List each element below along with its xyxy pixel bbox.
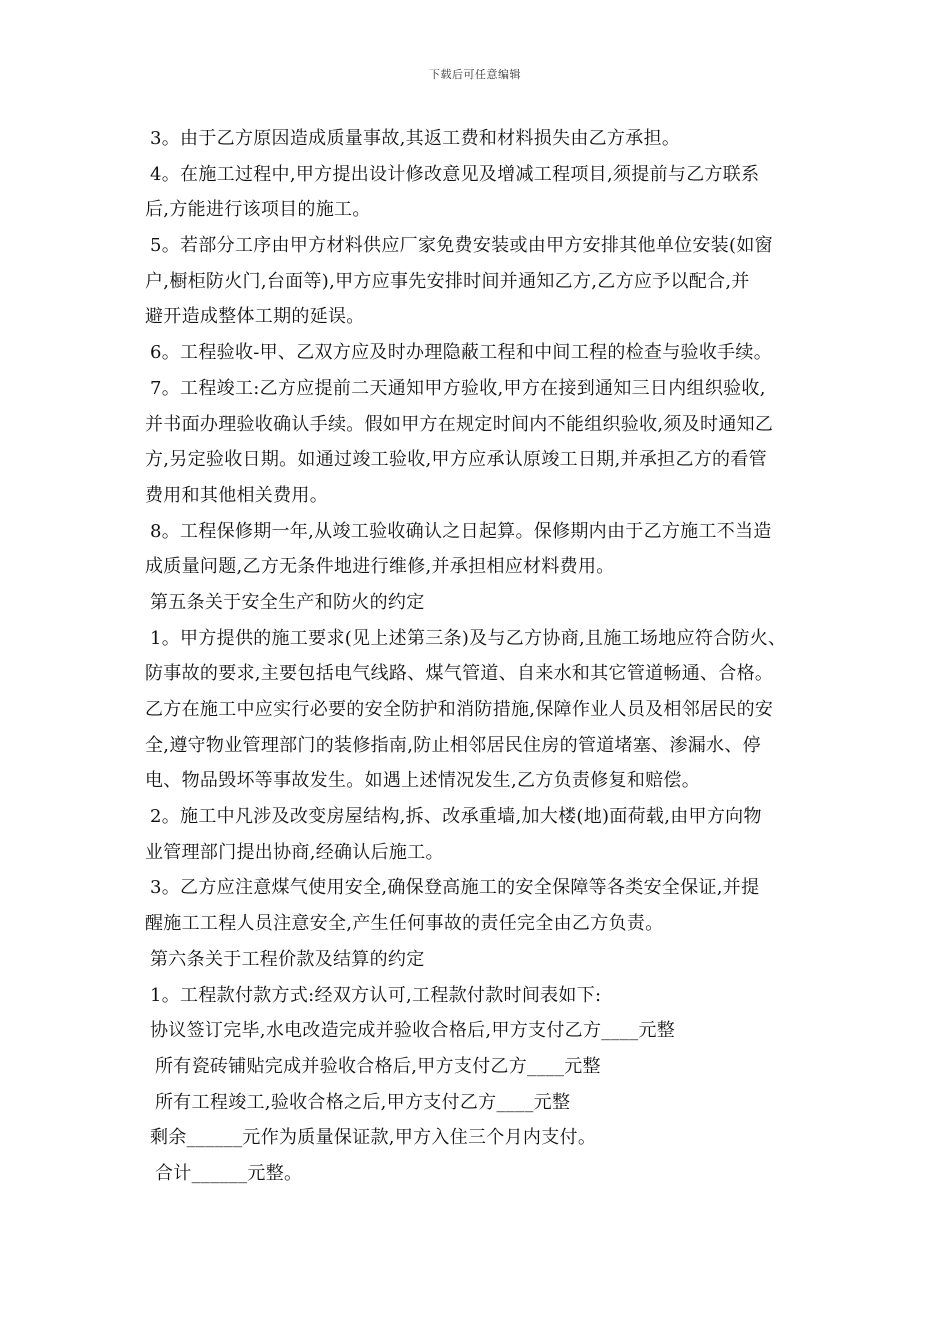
text-line: 8。工程保修期一年,从竣工验收确认之日起算。保修期内由于乙方施工不当造 — [150, 520, 772, 542]
text-line: 避开造成整体工期的延误。 — [145, 306, 365, 328]
document-body — [145, 121, 825, 1192]
text-line: 3。由于乙方原因造成质量事故,其返工费和材料损失由乙方承担。 — [150, 128, 681, 149]
text-line: 5。若部分工序由甲方材料供应厂家免费安装或由甲方安排其他单位安装(如窗 — [150, 235, 773, 257]
text-line: 业管理部门提出协商,经确认后施工。 — [145, 841, 444, 863]
section-heading: 第六条关于工程价款及结算的约定 — [150, 948, 425, 970]
text-line: 成质量问题,乙方无条件地进行维修,并承担相应材料费用。 — [145, 556, 615, 578]
text-line: 7。工程竣工:乙方应提前二天通知甲方验收,甲方在接到通知三日内组织验收, — [150, 377, 766, 399]
text-line: 并书面办理验收确认手续。假如甲方在规定时间内不能组织验收,须及时通知乙 — [145, 413, 774, 435]
text-line: 1。甲方提供的施工要求(见上述第三条)及与乙方协商,且施工场地应符合防火、 — [150, 627, 787, 649]
text-line: 醒施工工程人员注意安全,产生任何事故的责任完全由乙方负责。 — [145, 913, 664, 935]
text-line: 1。工程款付款方式:经双方认可,工程款付款时间表如下: — [150, 984, 602, 1006]
text-line: 防事故的要求,主要包括电气线路、煤气管道、自来水和其它管道畅通、合格。 — [145, 663, 774, 685]
text-line: 后,方能进行该项目的施工。 — [145, 199, 371, 221]
text-line: 4。在施工过程中,甲方提出设计修改意见及增减工程项目,须提前与乙方联系 — [150, 163, 760, 185]
payment-line: 剩余______元作为质量保证款,甲方入住三个月内支付。 — [150, 1127, 597, 1149]
text-line: 户,橱柜防火门,台面等),甲方应事先安排时间并通知乙方,乙方应予以配合,并 — [145, 270, 750, 292]
payment-line: 所有工程竣工,验收合格之后,甲方支付乙方____元整 — [155, 1091, 571, 1113]
text-line: 电、物品毁坏等事故发生。如遇上述情况发生,乙方负责修复和赔偿。 — [145, 770, 701, 792]
payment-line: 协议签订完毕,水电改造完成并验收合格后,甲方支付乙方____元整 — [150, 1020, 676, 1042]
text-line: 2。施工中凡涉及改变房屋结构,拆、改承重墙,加大楼(地)面荷载,由甲方向物 — [150, 806, 762, 828]
text-line: 3。乙方应注意煤气使用安全,确保登高施工的安全保障等各类安全保证,并提 — [150, 877, 760, 899]
text-line: 6。工程验收-甲、乙双方应及时办理隐蔽工程和中间工程的检查与验收手续。 — [150, 342, 773, 364]
payment-total-line: 合计______元整。 — [155, 1162, 303, 1184]
text-line: 全,遵守物业管理部门的装修指南,防止相邻居民住房的管道堵塞、渗漏水、停 — [145, 734, 761, 756]
text-line: 乙方在施工中应实行必要的安全防护和消防措施,保障作业人员及相邻居民的安 — [145, 699, 774, 720]
text-line: 方,另定验收日期。如通过竣工验收,甲方应承认原竣工日期,并承担乙方的看管 — [145, 449, 767, 471]
text-line: 费用和其他相关费用。 — [145, 484, 328, 506]
payment-line: 所有瓷砖铺贴完成并验收合格后,甲方支付乙方____元整 — [155, 1055, 601, 1077]
page-header: 下载后可任意编辑 — [429, 68, 521, 81]
section-heading: 第五条关于安全生产和防火的约定 — [150, 591, 425, 613]
